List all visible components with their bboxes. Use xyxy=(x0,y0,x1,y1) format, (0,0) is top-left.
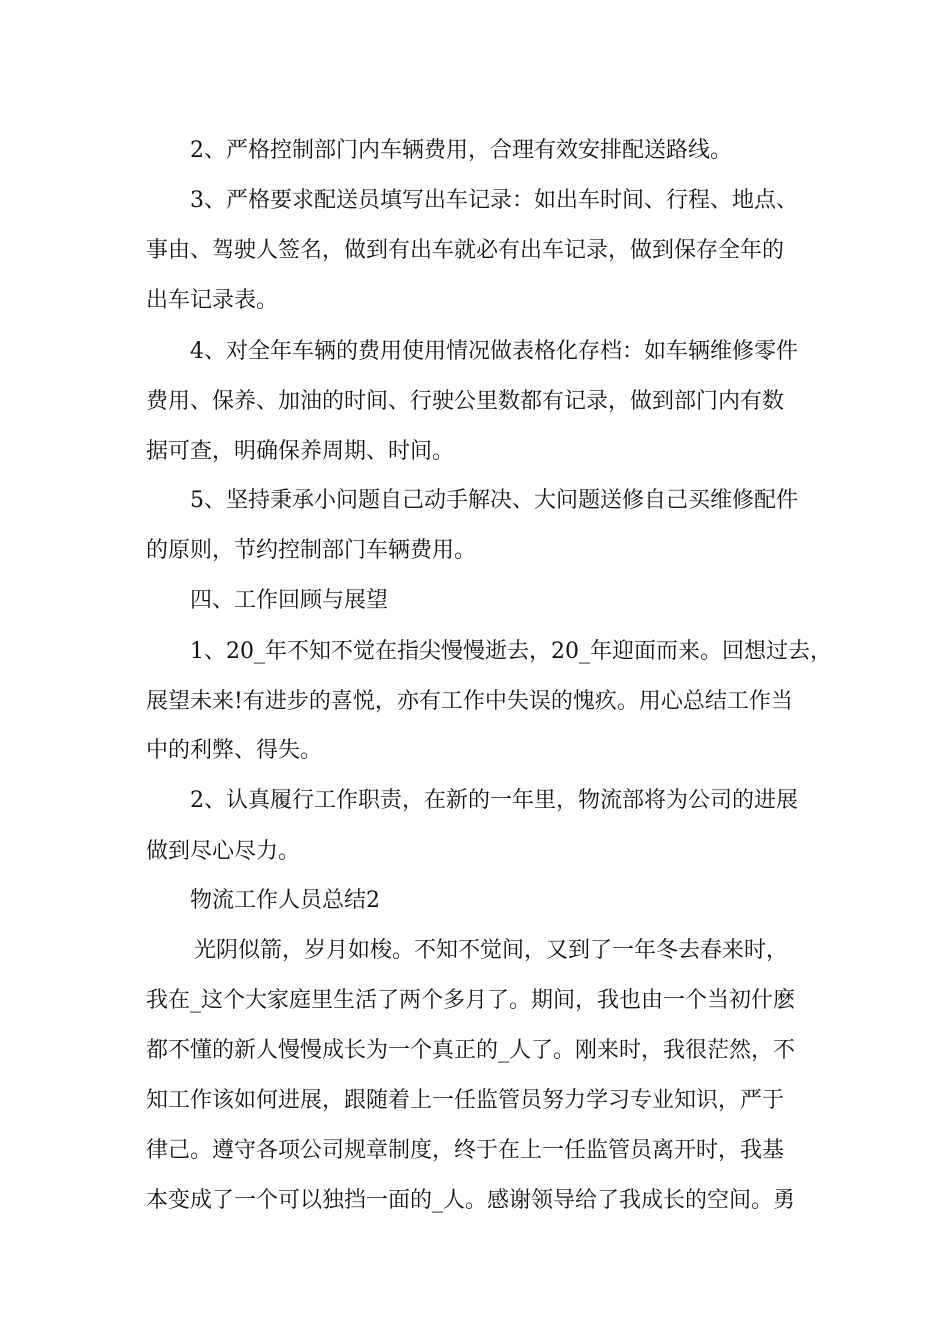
text-line: 2、认真履行工作职责，在新的一年里，物流部将为公司的进展 xyxy=(190,788,798,813)
text-line: 1、20_年不知不觉在指尖慢慢逝去，20_年迎面而来。回想过去， xyxy=(190,639,832,664)
text-line: 事由、驾驶人签名，做到有出车就必有出车记录，做到保存全年的 xyxy=(146,238,785,263)
text-line: 5、坚持秉承小问题自己动手解决、大问题送修自己买维修配件 xyxy=(190,488,798,513)
text-line: 我在_这个大家庭里生活了两个多月了。期间，我也由一个当初什麽 xyxy=(146,988,796,1013)
section-heading: 四、工作回顾与展望 xyxy=(190,588,389,613)
text-line: 律己。遵守各项公司规章制度，终于在上一任监管员离开时，我基 xyxy=(146,1138,785,1163)
text-line: 出车记录表。 xyxy=(146,288,279,313)
text-line: 据可查，明确保养周期、时间。 xyxy=(146,439,455,464)
text-line: 光阴似箭，岁月如梭。不知不觉间，又到了一年冬去春来时， xyxy=(194,938,789,963)
text-line: 本变成了一个可以独挡一面的_人。感谢领导给了我成长的空间。勇 xyxy=(146,1188,796,1213)
text-line: 知工作该如何进展，跟随着上一任监管员努力学习专业知识，严于 xyxy=(146,1088,785,1113)
text-line: 中的利弊、得失。 xyxy=(146,738,323,763)
text-line: 2、严格控制部门内车辆费用，合理有效安排配送路线。 xyxy=(190,138,732,163)
text-line: 展望未来!有进步的喜悦，亦有工作中失误的愧疚。用心总结工作当 xyxy=(146,689,793,714)
text-line: 4、对全年车辆的费用使用情况做表格化存档：如车辆维修零件 xyxy=(190,339,798,364)
text-line: 的原则，节约控制部门车辆费用。 xyxy=(146,538,477,563)
text-line: 都不懂的新人慢慢成长为一个真正的_人了。刚来时，我很茫然，不 xyxy=(146,1038,796,1063)
text-line: 做到尽心尽力。 xyxy=(146,839,301,864)
text-line: 3、严格要求配送员填写出车记录：如出车时间、行程、地点、 xyxy=(190,188,798,213)
text-line: 费用、保养、加油的时间、行驶公里数都有记录，做到部门内有数 xyxy=(146,389,785,414)
section-heading: 物流工作人员总结2 xyxy=(190,888,380,913)
